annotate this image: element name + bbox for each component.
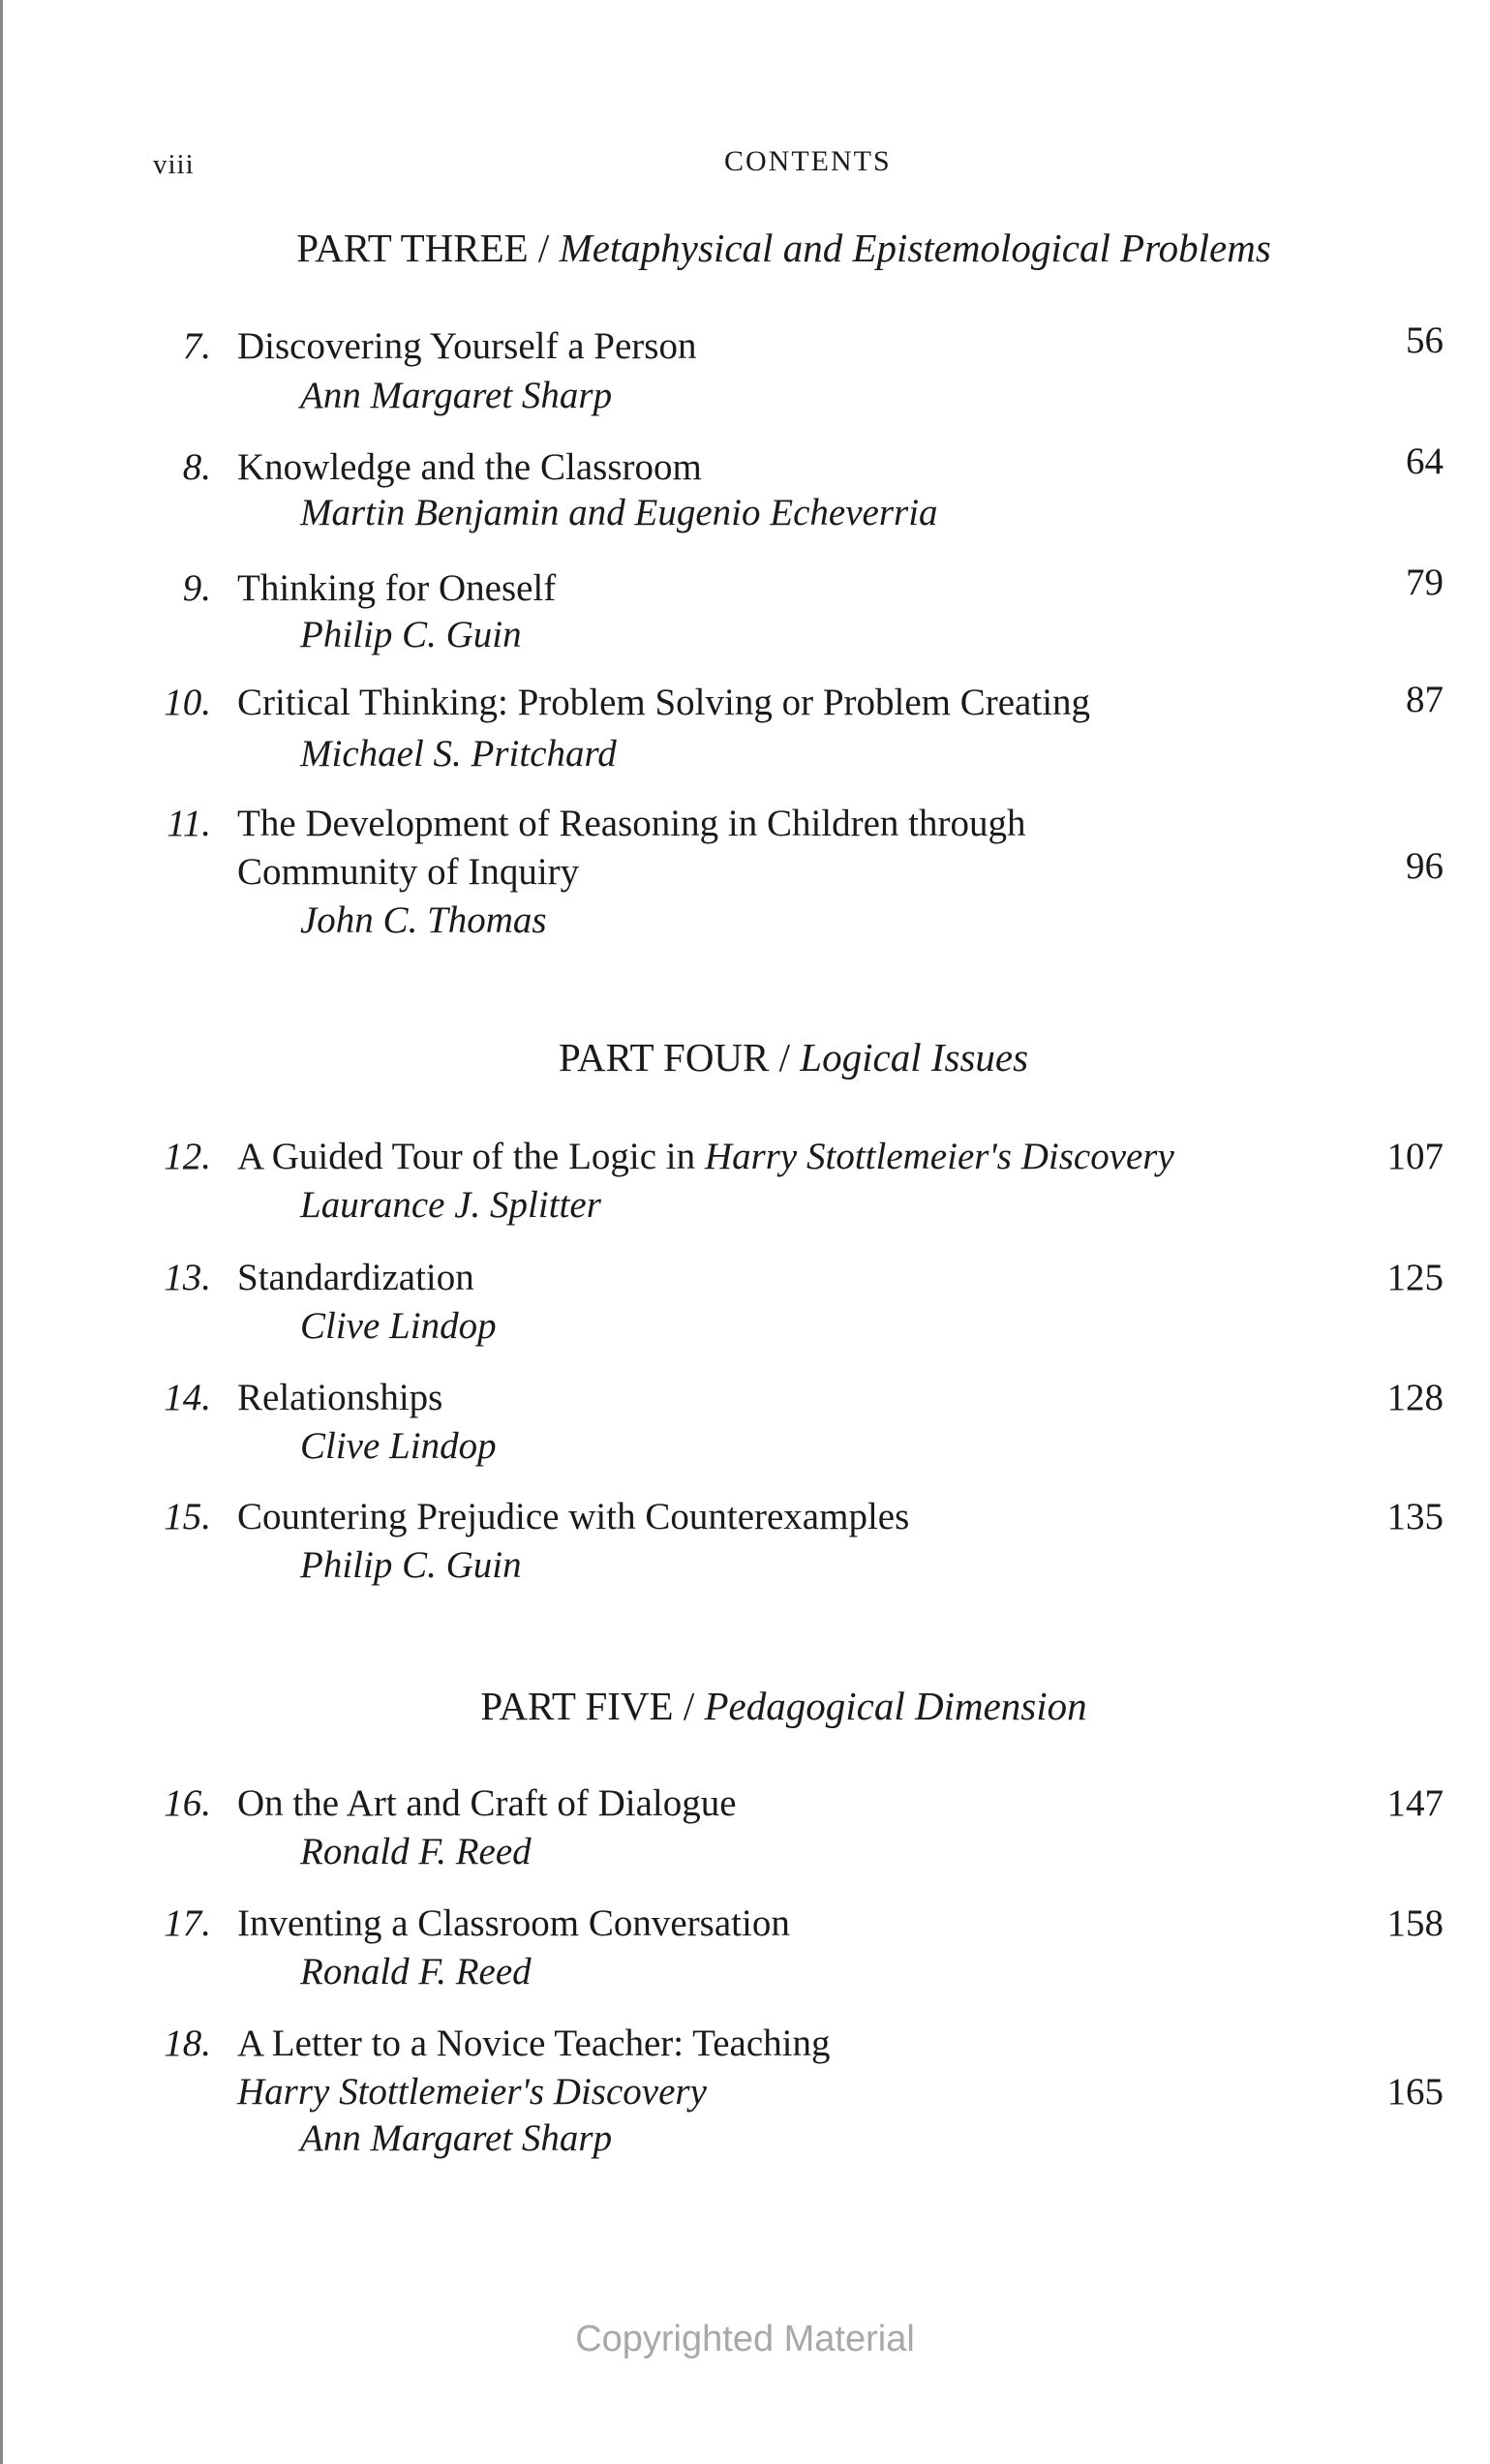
page-ref: 87 [1406, 679, 1444, 720]
chapter-number: 9. [182, 567, 211, 609]
chapter-author: Laurance J. Splitter [300, 1184, 601, 1226]
chapter-author: Philip C. Guin [300, 1544, 522, 1586]
chapter-title: Inventing a Classroom Conversation [237, 1902, 790, 1944]
part-five-heading [0, 1683, 1490, 1729]
chapter-title: Discovering Yourself a Person [237, 325, 697, 367]
chapter-author: Martin Benjamin and Eugenio Echeverria [300, 492, 938, 533]
part-label: PART THREE [296, 226, 529, 270]
part-subtitle: Pedagogical Dimension [704, 1684, 1087, 1728]
chapter-title-text: A Guided Tour of the Logic in [237, 1136, 705, 1177]
part-subtitle: Logical Issues [800, 1035, 1029, 1080]
chapter-number: 11. [167, 803, 211, 844]
chapter-author: Ronald F. Reed [300, 1951, 532, 1992]
page-ref: 96 [1406, 845, 1444, 887]
page-ref: 165 [1386, 2071, 1444, 2113]
chapter-number: 18. [164, 2023, 211, 2064]
running-head [0, 145, 1490, 184]
chapter-author: Ronald F. Reed [300, 1831, 532, 1872]
part-separator: / [673, 1684, 705, 1728]
chapter-number: 15. [164, 1496, 211, 1537]
chapter-number: 10. [164, 682, 211, 723]
chapter-title: Knowledge and the Classroom [237, 446, 702, 488]
page-edge-rule [0, 0, 3, 2464]
chapter-title: Critical Thinking: Problem Solving or Problem Creating [237, 682, 1091, 723]
chapter-title: Countering Prejudice with Counterexamples [237, 1496, 910, 1537]
chapter-title: Standardization [237, 1257, 474, 1298]
chapter-author: Michael S. Pritchard [300, 733, 617, 775]
book-title: Harry Stottlemeier's Discovery [704, 1136, 1174, 1177]
chapter-title [237, 1135, 1174, 1178]
chapter-number: 12. [164, 1136, 211, 1177]
page-ref: 64 [1406, 441, 1444, 482]
chapter-title-line-1: A Letter to a Novice Teacher: Teaching [237, 2023, 831, 2064]
chapter-author: Ann Margaret Sharp [300, 375, 613, 416]
page-ref: 125 [1386, 1257, 1444, 1298]
part-subtitle: Metaphysical and Epistemological Problems [559, 226, 1271, 270]
chapter-author: Clive Lindop [300, 1425, 497, 1467]
chapter-title: Relationships [237, 1377, 443, 1418]
page-ref: 79 [1406, 562, 1444, 603]
chapter-number: 17. [164, 1902, 211, 1944]
chapter-number: 13. [164, 1257, 211, 1298]
chapter-author: John C. Thomas [300, 899, 547, 941]
page-ref: 147 [1386, 1782, 1444, 1824]
chapter-number: 14. [164, 1377, 211, 1418]
page-ref: 128 [1386, 1377, 1444, 1418]
running-head-title: CONTENTS [724, 145, 892, 177]
book-title: Harry Stottlemeier's Discovery [237, 2071, 707, 2113]
chapter-number: 7. [182, 325, 211, 367]
page-ref: 107 [1386, 1136, 1444, 1177]
page-ref: 158 [1386, 1902, 1444, 1944]
part-label: PART FIVE [480, 1684, 674, 1728]
part-label: PART FOUR [558, 1035, 770, 1080]
part-separator: / [528, 226, 560, 270]
chapter-number: 16. [164, 1782, 211, 1824]
chapter-title: Thinking for Oneself [237, 567, 557, 609]
page-ref: 135 [1386, 1496, 1444, 1537]
page-number: viii [153, 149, 195, 180]
copyright-watermark: Copyrighted Material [575, 2319, 915, 2359]
chapter-title: On the Art and Craft of Dialogue [237, 1782, 737, 1824]
chapter-title-line-1: The Development of Reasoning in Children through [237, 803, 1026, 844]
chapter-author: Ann Margaret Sharp [300, 2117, 613, 2159]
part-three-heading [0, 225, 1490, 271]
page-ref: 56 [1406, 319, 1444, 361]
part-four-heading [0, 1034, 1490, 1080]
chapter-title-line-2: Community of Inquiry [237, 851, 580, 893]
chapter-number: 8. [182, 446, 211, 488]
part-separator: / [769, 1035, 801, 1080]
chapter-author: Philip C. Guin [300, 614, 522, 655]
chapter-author: Clive Lindop [300, 1305, 497, 1347]
